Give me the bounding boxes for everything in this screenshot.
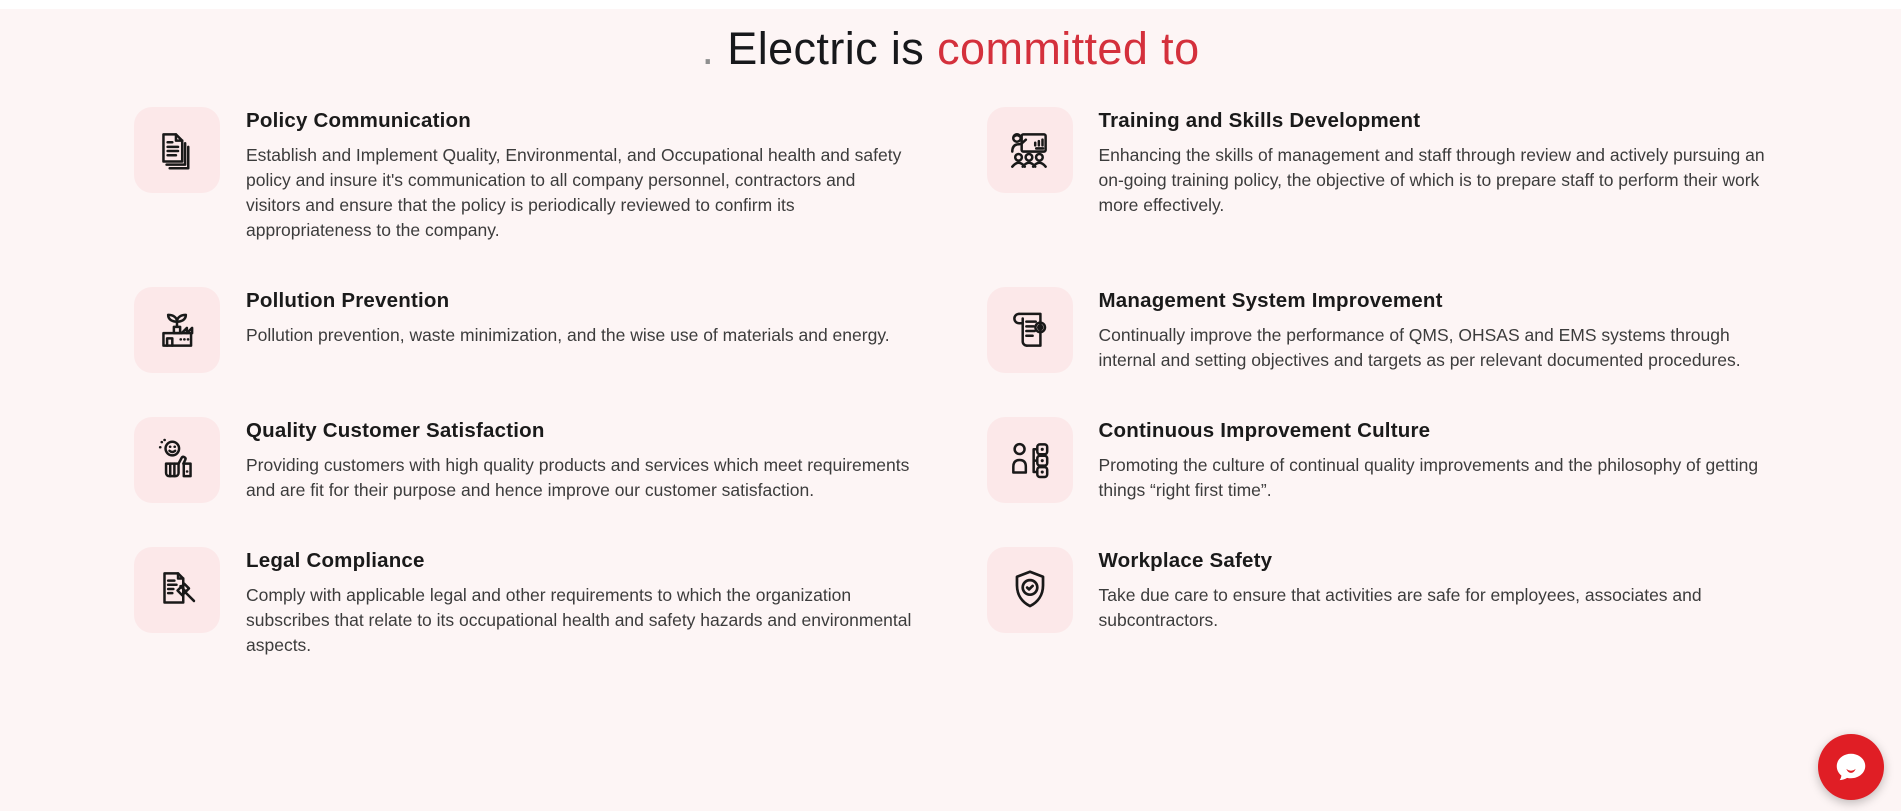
commitment-title: Training and Skills Development (1098, 108, 1421, 132)
icon-tile (987, 547, 1073, 633)
commitment-card-pollution-prevention (134, 287, 915, 373)
commitment-title: Management System Improvement (1098, 288, 1443, 312)
legal-gavel-document-icon (152, 565, 202, 615)
commitment-card-management-system (987, 287, 1768, 373)
commitment-description: Establish and Implement Quality, Environmental, and Occupational health and safety policy and insure it's communication to all company personnel, contractors and visitors and ensure that the policy is periodically reviewed to confirm its appropriateness to the company. (246, 144, 902, 240)
top-strip (0, 0, 1901, 9)
commitment-title: Policy Communication (246, 108, 471, 132)
commitment-title: Workplace Safety (1098, 548, 1273, 572)
commitment-card-policy-communication (134, 107, 915, 243)
training-presentation-icon (1005, 125, 1055, 175)
commitment-description: Comply with applicable legal and other requirements to which the organization subscribes that relate to its occupational health and safety hazards and environmental aspects. (246, 584, 912, 655)
eco-factory-icon (152, 305, 202, 355)
chat-bubble-icon (1832, 748, 1870, 786)
commitment-description: Continually improve the performance of QMS, OHSAS and EMS systems through internal and setting objectives and targets as per relevant documented procedures. (1098, 324, 1741, 370)
commitment-title: Pollution Prevention (246, 288, 450, 312)
commitment-card-workplace-safety (987, 547, 1768, 658)
commitment-description: Providing customers with high quality products and services which meet requirements and are fit for their purpose and hence improve our customer satisfaction. (246, 454, 910, 500)
icon-tile (134, 417, 220, 503)
icon-tile (134, 547, 220, 633)
commitment-card-legal-compliance (134, 547, 915, 658)
certificate-scroll-icon (1005, 305, 1055, 355)
commitments-grid (134, 107, 1767, 658)
commitment-card-continuous-improvement (987, 417, 1768, 503)
people-hierarchy-icon (1005, 435, 1055, 485)
commitment-card-training-skills (987, 107, 1768, 243)
commitment-title: Quality Customer Satisfaction (246, 418, 545, 442)
icon-tile (987, 107, 1073, 193)
commitment-title: Continuous Improvement Culture (1098, 418, 1431, 442)
commitment-description: Enhancing the skills of management and staff through review and actively pursuing an on-going training policy, the objective of which is to prepare staff to perform their work more effectively. (1098, 144, 1765, 215)
shield-check-icon (1005, 565, 1055, 615)
commitment-description: Pollution prevention, waste minimization, and the wise use of materials and energy. (246, 324, 890, 345)
title-prefix: . (701, 23, 715, 74)
title-accent-text: committed to (937, 23, 1200, 74)
commitment-description: Take due care to ensure that activities are safe for employees, associates and subcontractors. (1098, 584, 1702, 630)
icon-tile (987, 287, 1073, 373)
commitment-card-quality-customer-satisfaction (134, 417, 915, 503)
icon-tile (987, 417, 1073, 503)
page-title (0, 23, 1901, 75)
title-dark-text: Electric is (727, 23, 925, 74)
chat-launcher-button[interactable] (1818, 734, 1884, 800)
commitment-title: Legal Compliance (246, 548, 425, 572)
documents-icon (152, 125, 202, 175)
commitment-description: Promoting the culture of continual quality improvements and the philosophy of getting things “right first time”. (1098, 454, 1759, 500)
icon-tile (134, 287, 220, 373)
icon-tile (134, 107, 220, 193)
thumbs-up-smile-icon (152, 435, 202, 485)
